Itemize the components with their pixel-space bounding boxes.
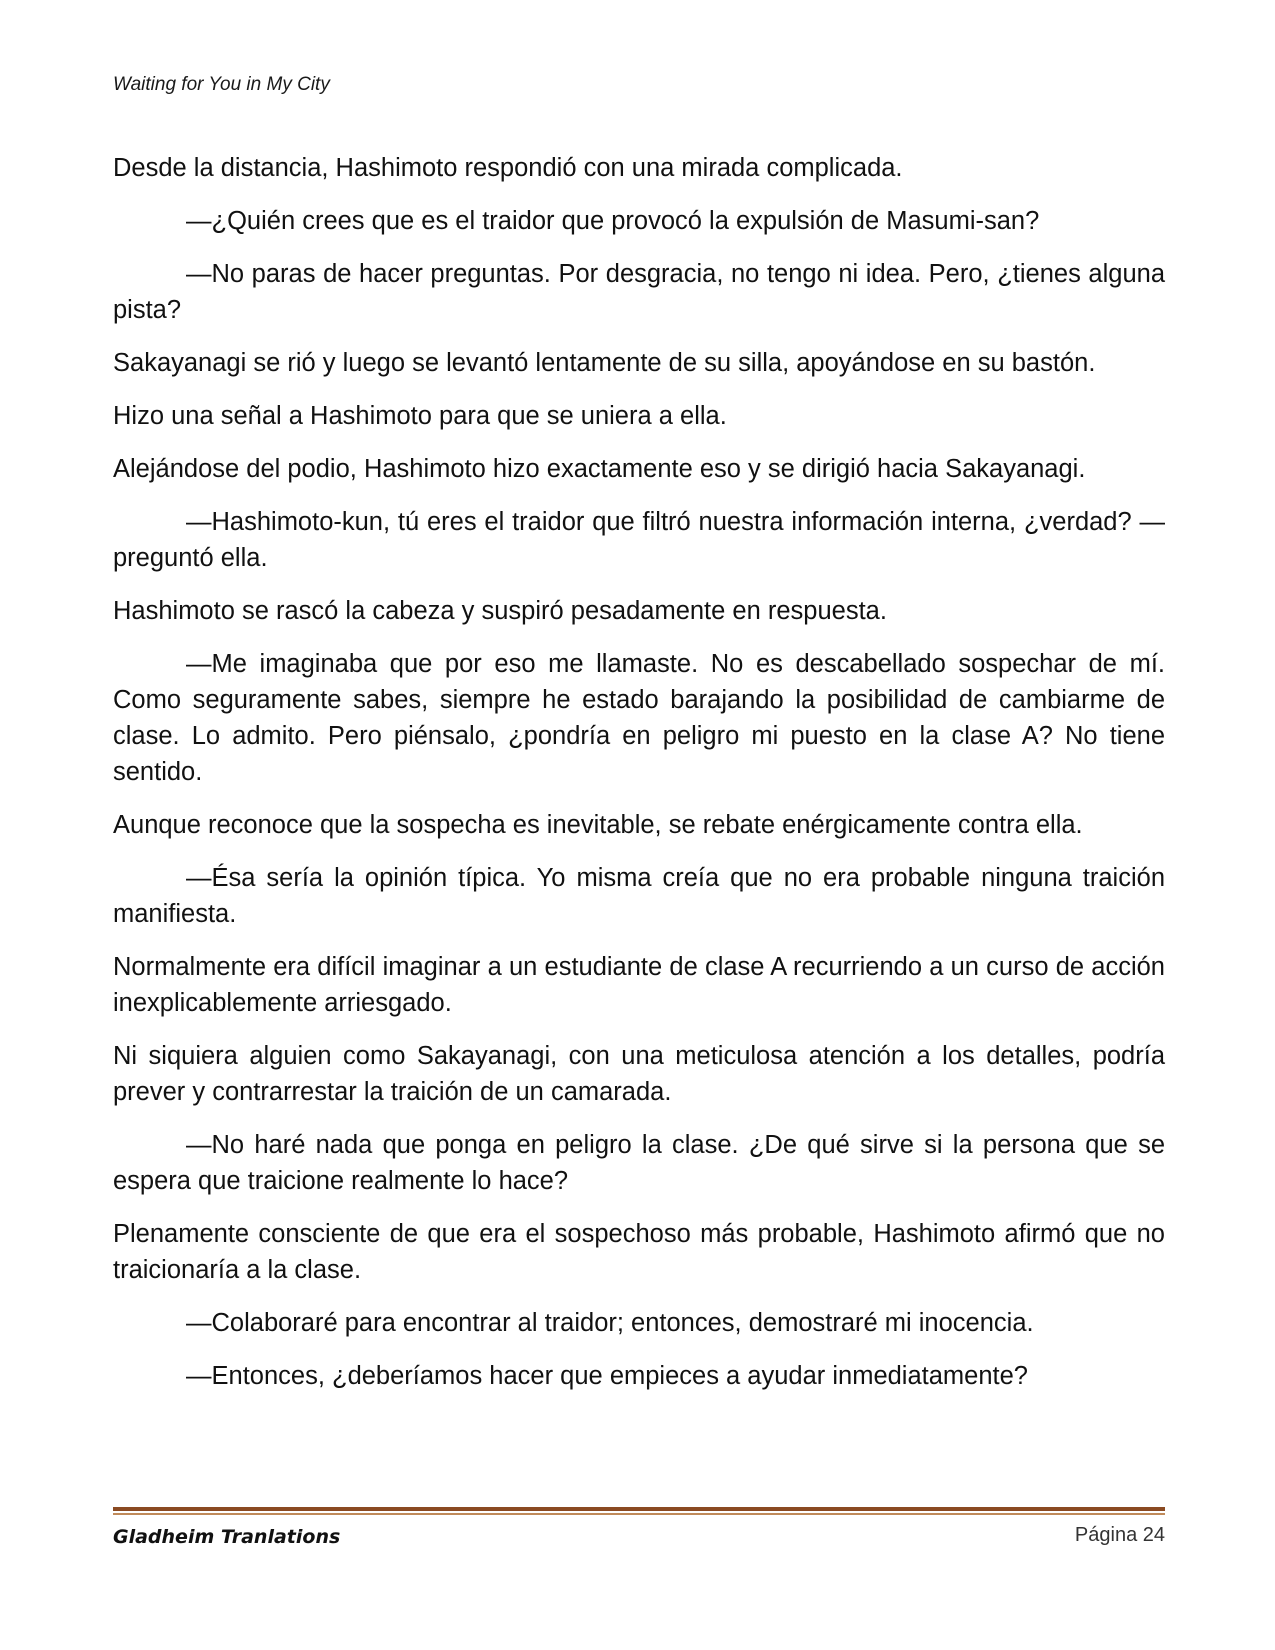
translator-credit: Gladheim Tranlations bbox=[113, 1526, 341, 1548]
dialogue-paragraph: —Colaboraré para encontrar al traidor; entonces, demostraré mi inocencia. bbox=[186, 1309, 1034, 1337]
page-body bbox=[113, 150, 1165, 1411]
paragraph: Sakayanagi se rió y luego se levantó lentamente de su silla, apoyándose en su bastón. bbox=[113, 349, 1096, 377]
dialogue-paragraph: —Ésa sería la opinión típica. Yo misma creía que no era probable ninguna traición manifiesta. bbox=[113, 864, 1165, 928]
paragraph: Alejándose del podio, Hashimoto hizo exactamente eso y se dirigió hacia Sakayanagi. bbox=[113, 455, 1086, 483]
dialogue-paragraph: —Hashimoto-kun, tú eres el traidor que filtró nuestra información interna, ¿verdad? —preguntó ella. bbox=[113, 508, 1165, 572]
footer-divider-thin bbox=[113, 1513, 1165, 1515]
dialogue-paragraph: —No haré nada que ponga en peligro la clase. ¿De qué sirve si la persona que se espera que traicione realmente lo hace? bbox=[113, 1131, 1165, 1195]
dialogue-paragraph: —No paras de hacer preguntas. Por desgracia, no tengo ni idea. Pero, ¿tienes alguna pista? bbox=[113, 260, 1165, 324]
paragraph: Aunque reconoce que la sospecha es inevitable, se rebate enérgicamente contra ella. bbox=[113, 811, 1083, 839]
paragraph: Ni siquiera alguien como Sakayanagi, con una meticulosa atención a los detalles, podría prever y contrarrestar la traición de un camarada. bbox=[113, 1042, 1165, 1106]
dialogue-paragraph: —¿Quién crees que es el traidor que provocó la expulsión de Masumi-san? bbox=[186, 207, 1040, 235]
paragraph: Hashimoto se rascó la cabeza y suspiró pesadamente en respuesta. bbox=[113, 597, 887, 625]
paragraph: Plenamente consciente de que era el sospechoso más probable, Hashimoto afirmó que no traicionaría a la clase. bbox=[113, 1220, 1165, 1284]
dialogue-paragraph: —Me imaginaba que por eso me llamaste. No es descabellado sospechar de mí. Como seguramente sabes, siempre he estado barajando la posibilidad de cambiarme de clase. Lo admito. Pero piénsalo, ¿pondría en peligro mi puesto en la clase A? No tiene sentido. bbox=[113, 650, 1165, 786]
dialogue-paragraph: —Entonces, ¿deberíamos hacer que empieces a ayudar inmediatamente? bbox=[186, 1362, 1028, 1390]
paragraph: Normalmente era difícil imaginar a un estudiante de clase A recurriendo a un curso de acción inexplicablemente arriesgado. bbox=[113, 953, 1165, 1017]
paragraph: Desde la distancia, Hashimoto respondió con una mirada complicada. bbox=[113, 154, 903, 182]
book-title-header: Waiting for You in My City bbox=[113, 74, 330, 95]
paragraph: Hizo una señal a Hashimoto para que se uniera a ella. bbox=[113, 402, 727, 430]
page-number: Página 24 bbox=[1074, 1524, 1165, 1546]
footer-divider-thick bbox=[113, 1507, 1165, 1511]
